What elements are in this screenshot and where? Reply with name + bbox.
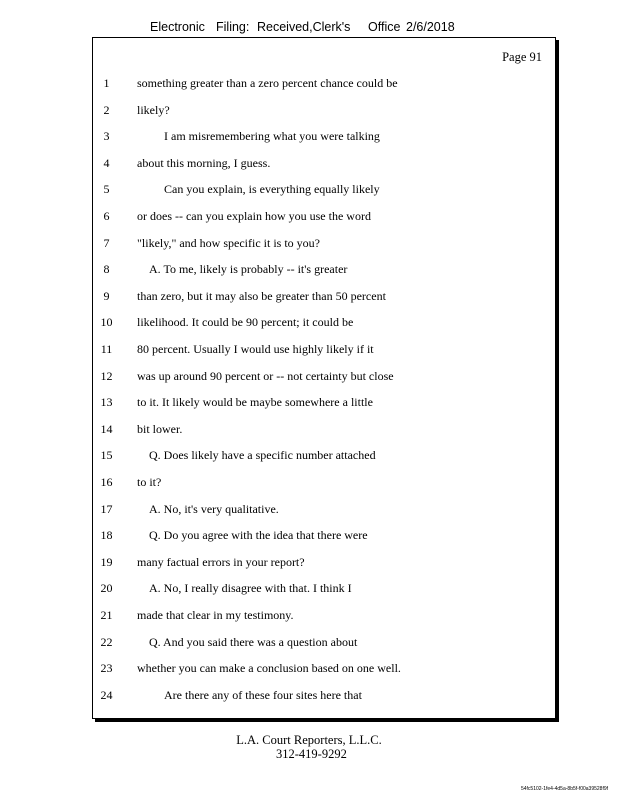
line-text: Are there any of these four sites here that bbox=[164, 687, 362, 702]
line-number: 18 bbox=[100, 528, 113, 543]
transcript-line bbox=[93, 289, 553, 309]
court-reporter-name: L.A. Court Reporters, L.L.C. bbox=[236, 733, 382, 747]
line-text: "likely," and how specific it is to you? bbox=[137, 235, 320, 250]
line-text: likely? bbox=[137, 102, 170, 117]
line-number: 2 bbox=[103, 102, 110, 117]
line-number: 23 bbox=[100, 661, 113, 676]
transcript-line bbox=[93, 688, 553, 708]
line-number: 14 bbox=[100, 421, 113, 436]
line-text: something greater than a zero percent chance could be bbox=[137, 76, 398, 90]
line-text: I am misremembering what you were talking bbox=[164, 129, 380, 144]
line-number: 24 bbox=[100, 687, 113, 702]
transcript-line bbox=[93, 103, 553, 123]
transcript-line bbox=[93, 369, 553, 389]
line-number: 5 bbox=[103, 182, 110, 197]
transcript-line bbox=[93, 661, 553, 681]
line-text: or does -- can you explain how you use the word bbox=[137, 209, 371, 223]
line-number: 17 bbox=[100, 501, 113, 516]
court-reporter-phone: 312-419-9292 bbox=[276, 747, 347, 761]
document-id: 54fc5102-1fe4-4d5a-8b5f-f00a39528f9f bbox=[520, 786, 608, 792]
transcript-line bbox=[93, 342, 553, 362]
line-text: Q. And you said there was a question about bbox=[149, 634, 358, 649]
header-filing: Filing: bbox=[216, 20, 250, 34]
line-number: 11 bbox=[100, 342, 113, 356]
line-number: 22 bbox=[100, 634, 113, 649]
line-text: likelihood. It could be 90 percent; it could be bbox=[137, 315, 354, 330]
line-number: 3 bbox=[103, 129, 110, 144]
page-number: Page 91 bbox=[502, 50, 542, 64]
line-number: 8 bbox=[103, 262, 110, 277]
line-number: 1 bbox=[103, 76, 110, 90]
transcript-page bbox=[92, 37, 556, 719]
transcript-line bbox=[93, 156, 553, 176]
transcript-line bbox=[93, 209, 553, 229]
transcript-line bbox=[93, 76, 553, 96]
line-number: 4 bbox=[103, 155, 110, 170]
transcript-line bbox=[93, 236, 553, 256]
line-number: 19 bbox=[100, 554, 113, 569]
line-number: 9 bbox=[103, 288, 110, 303]
line-text: 80 percent. Usually I would use highly likely if it bbox=[137, 342, 374, 356]
transcript-line bbox=[93, 448, 553, 468]
line-text: Q. Does likely have a specific number attached bbox=[149, 448, 376, 463]
line-number: 16 bbox=[100, 475, 113, 489]
line-text: to it. It likely would be maybe somewhere a little bbox=[137, 395, 373, 410]
transcript-line bbox=[93, 581, 553, 601]
line-text: than zero, but it may also be greater than 50 percent bbox=[137, 288, 386, 303]
transcript-line bbox=[93, 129, 553, 149]
line-text: was up around 90 percent or -- not certainty but close bbox=[137, 368, 394, 383]
line-number: 7 bbox=[103, 235, 110, 250]
line-text: bit lower. bbox=[137, 421, 183, 436]
line-text: A. To me, likely is probably -- it's greater bbox=[149, 262, 348, 277]
line-text: to it? bbox=[137, 475, 162, 489]
transcript-line bbox=[93, 555, 553, 575]
line-text: made that clear in my testimony. bbox=[137, 608, 294, 622]
transcript-line bbox=[93, 608, 553, 628]
line-number: 21 bbox=[100, 608, 113, 622]
transcript-line bbox=[93, 502, 553, 522]
transcript-line bbox=[93, 315, 553, 335]
header-electronic: Electronic bbox=[150, 20, 205, 34]
transcript-line bbox=[93, 262, 553, 282]
line-number: 15 bbox=[100, 448, 113, 463]
line-number: 6 bbox=[103, 209, 110, 223]
transcript-line bbox=[93, 528, 553, 548]
line-text: A. No, I really disagree with that. I think I bbox=[149, 581, 352, 596]
line-number: 10 bbox=[100, 315, 113, 330]
transcript-line bbox=[93, 635, 553, 655]
line-number: 13 bbox=[100, 395, 113, 410]
line-text: Q. Do you agree with the idea that there were bbox=[149, 528, 368, 543]
line-text: Can you explain, is everything equally likely bbox=[164, 182, 380, 197]
transcript-line bbox=[93, 182, 553, 202]
line-number: 12 bbox=[100, 368, 113, 383]
header-office: Office bbox=[368, 20, 401, 34]
line-text: about this morning, I guess. bbox=[137, 155, 271, 170]
filing-stamp-header bbox=[0, 20, 618, 38]
transcript-line bbox=[93, 475, 553, 495]
line-text: many factual errors in your report? bbox=[137, 554, 305, 569]
header-received: Received,Clerk's bbox=[257, 20, 351, 34]
transcript-line bbox=[93, 422, 553, 442]
line-number: 20 bbox=[100, 581, 113, 596]
transcript-line bbox=[93, 395, 553, 415]
line-text: A. No, it's very qualitative. bbox=[149, 501, 279, 516]
header-date: 2/6/2018 bbox=[406, 20, 455, 34]
line-text: whether you can make a conclusion based on one well. bbox=[137, 661, 401, 676]
